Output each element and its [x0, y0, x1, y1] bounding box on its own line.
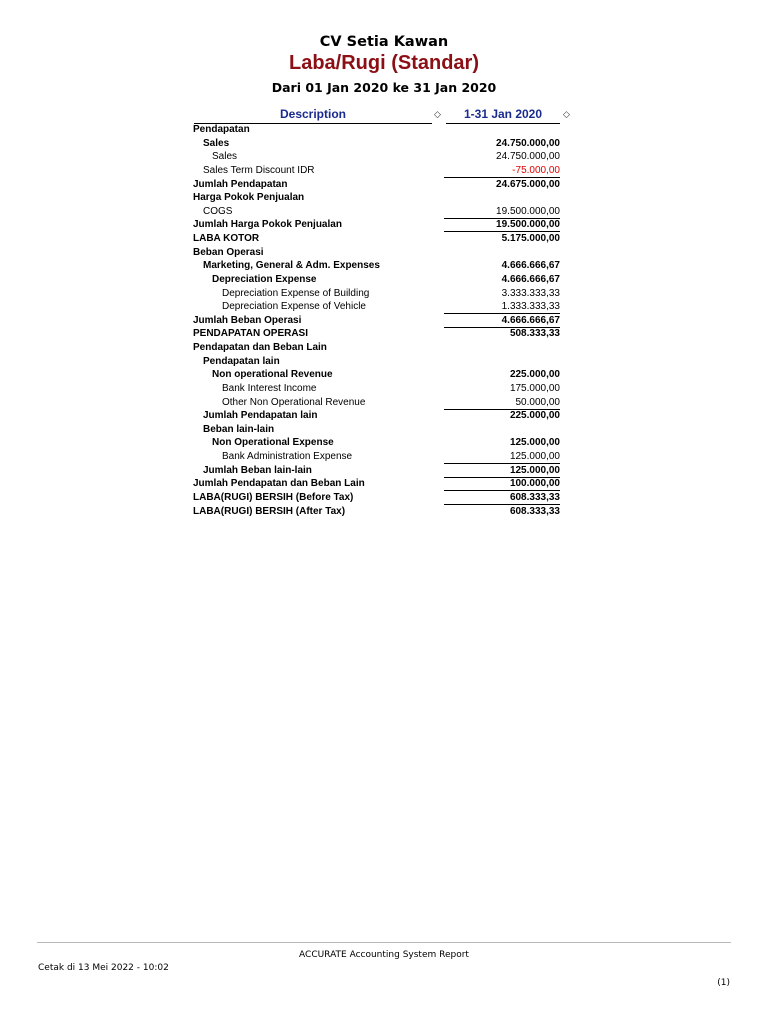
column-header-description-label: Description	[279, 107, 346, 121]
table-row	[193, 396, 560, 410]
table-row	[193, 259, 560, 273]
table-row	[193, 477, 560, 491]
row-amount: 125.000,00	[509, 437, 560, 449]
footer-system-name: ACCURATE Accounting System Report	[299, 950, 469, 960]
footer-divider	[37, 942, 731, 943]
row-amount: 100.000,00	[444, 477, 560, 491]
row-label: COGS	[203, 205, 233, 217]
report-table	[193, 123, 560, 518]
footer-page-number: (1)	[717, 978, 730, 988]
table-row	[193, 341, 560, 355]
row-label: LABA(RUGI) BERSIH (Before Tax)	[193, 491, 354, 503]
column-header-period[interactable]	[446, 107, 560, 124]
row-amount: 225.000,00	[509, 369, 560, 381]
row-label: Beban lain-lain	[203, 423, 275, 435]
table-row	[193, 218, 560, 232]
row-amount: 24.675.000,00	[496, 178, 560, 190]
row-label: Marketing, General & Adm. Expenses	[203, 260, 380, 272]
row-amount: 608.333,33	[509, 505, 560, 517]
row-label: Beban Operasi	[193, 246, 264, 258]
row-amount: 508.333,33	[509, 328, 560, 340]
column-header-period-label: 1-31 Jan 2020	[463, 107, 543, 121]
row-label: Bank Administration Expense	[222, 451, 353, 462]
row-label: Jumlah Pendapatan dan Beban Lain	[193, 478, 365, 490]
row-amount: 24.750.000,00	[496, 151, 560, 163]
table-row	[193, 423, 560, 437]
row-amount: -75.000,00	[444, 164, 560, 178]
table-row	[193, 491, 560, 505]
table-row	[193, 368, 560, 382]
table-row	[193, 300, 560, 314]
report-title: Laba/Rugi (Standar)	[288, 52, 479, 74]
row-label: Jumlah Beban lain-lain	[203, 464, 312, 476]
row-amount: 125.000,00	[444, 450, 560, 464]
row-amount: 5.175.000,00	[501, 233, 560, 244]
table-row	[193, 232, 560, 246]
row-label: LABA(RUGI) BERSIH (After Tax)	[193, 505, 346, 517]
table-row	[193, 327, 560, 341]
company-name: CV Setia Kawan	[319, 34, 449, 50]
table-row	[193, 450, 560, 464]
table-row	[193, 464, 560, 478]
row-amount: 608.333,33	[444, 491, 560, 505]
row-label: PENDAPATAN OPERASI	[193, 328, 309, 340]
row-label: Sales Term Discount IDR	[203, 164, 315, 176]
table-row	[193, 246, 560, 260]
row-label: Bank Interest Income	[222, 382, 317, 394]
table-row	[193, 273, 560, 287]
row-label: Pendapatan	[193, 124, 250, 135]
report-period: Dari 01 Jan 2020 ke 31 Jan 2020	[271, 80, 497, 95]
row-label: Pendapatan dan Beban Lain	[193, 342, 327, 353]
row-label: Jumlah Pendapatan	[193, 178, 288, 190]
table-row	[193, 436, 560, 450]
row-label: Sales	[203, 137, 230, 149]
table-row	[193, 205, 560, 219]
row-label: LABA KOTOR	[193, 233, 260, 244]
row-amount: 4.666.666,67	[444, 314, 560, 328]
row-amount: 4.666.666,67	[501, 260, 560, 272]
table-row	[193, 150, 560, 164]
row-label: Sales	[212, 151, 238, 163]
table-row	[193, 409, 560, 423]
table-row	[193, 123, 560, 137]
row-amount: 19.500.000,00	[444, 218, 560, 232]
table-row	[193, 164, 560, 178]
sort-icon[interactable]: ◇	[434, 109, 441, 119]
row-amount: 19.500.000,00	[444, 205, 560, 219]
sort-icon[interactable]: ◇	[563, 109, 570, 119]
table-row	[193, 178, 560, 192]
table-row	[193, 287, 560, 301]
row-label: Non Operational Expense	[212, 437, 334, 449]
row-amount: 3.333.333,33	[501, 287, 560, 299]
footer-print-date: Cetak di 13 Mei 2022 - 10:02	[38, 963, 169, 973]
row-label: Harga Pokok Penjualan	[193, 192, 305, 204]
row-amount: 225.000,00	[509, 410, 560, 422]
row-label: Jumlah Harga Pokok Penjualan	[193, 219, 342, 231]
row-amount: 50.000,00	[444, 396, 560, 410]
row-label: Jumlah Pendapatan lain	[203, 410, 318, 422]
row-label: Pendapatan lain	[203, 355, 280, 367]
row-label: Depreciation Expense	[212, 273, 317, 285]
table-row	[193, 137, 560, 151]
table-row	[193, 191, 560, 205]
row-label: Depreciation Expense of Vehicle	[222, 301, 366, 313]
row-amount: 1.333.333,33	[444, 300, 560, 314]
table-row	[193, 382, 560, 396]
row-label: Depreciation Expense of Building	[222, 287, 370, 299]
row-label: Other Non Operational Revenue	[222, 396, 366, 408]
table-row	[193, 314, 560, 328]
row-amount: 24.750.000,00	[496, 137, 560, 149]
row-label: Non operational Revenue	[212, 369, 333, 381]
column-header-description[interactable]	[194, 107, 432, 124]
row-amount: 125.000,00	[444, 464, 560, 478]
row-amount: 4.666.666,67	[501, 273, 560, 285]
row-amount: 175.000,00	[509, 382, 560, 394]
table-row	[193, 505, 560, 519]
row-label: Jumlah Beban Operasi	[193, 314, 302, 326]
table-row	[193, 355, 560, 369]
